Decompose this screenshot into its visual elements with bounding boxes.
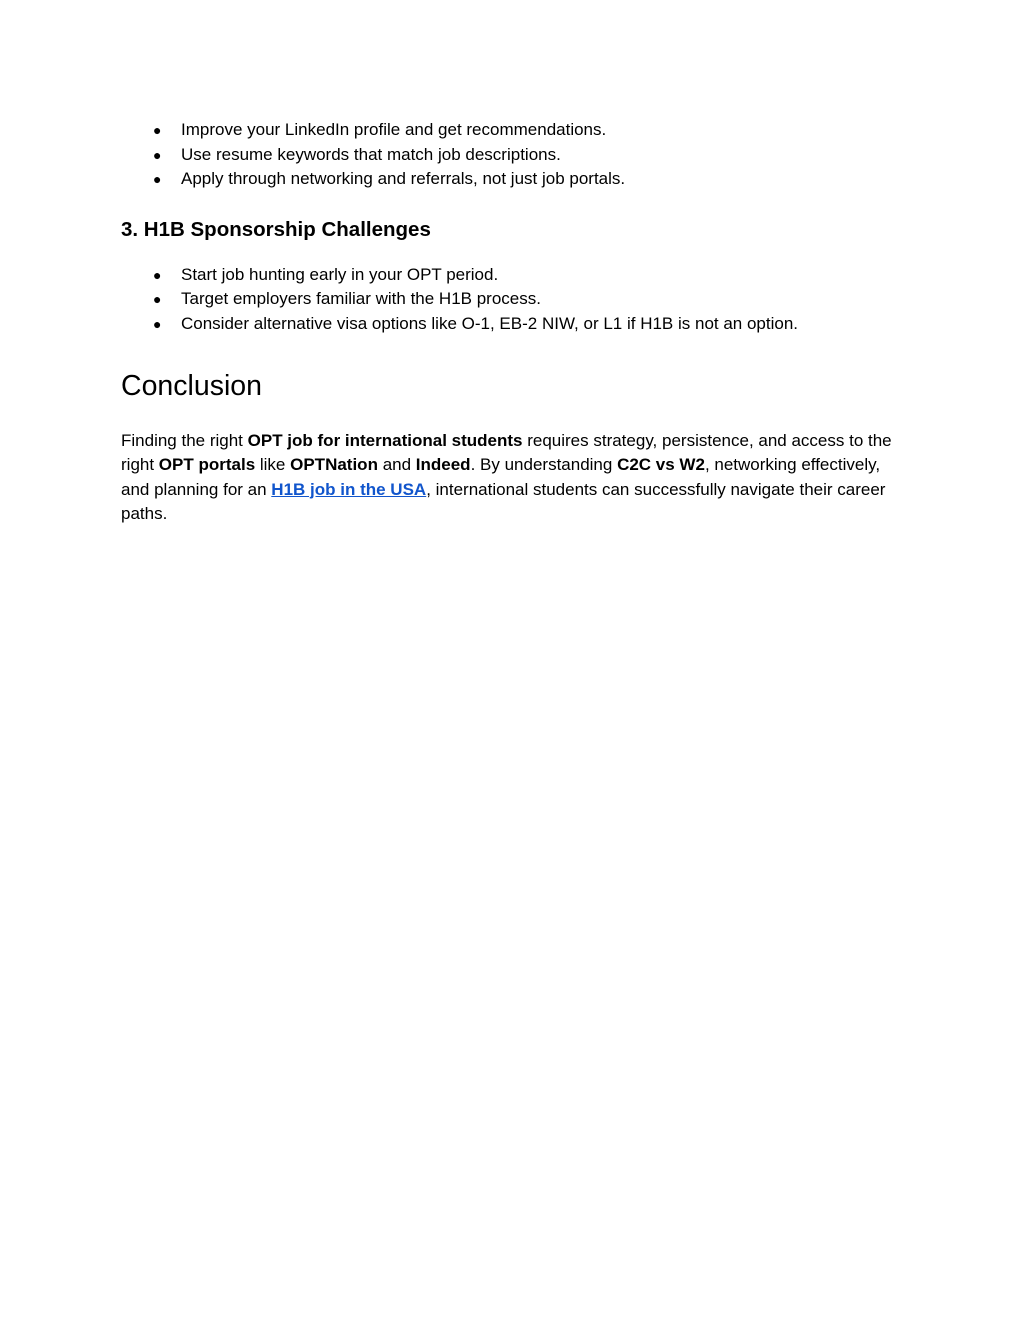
bullet-icon: ● <box>153 315 162 332</box>
list-item-text: Consider alternative visa options like O-1, EB-2 NIW, or L1 if H1B is not an option. <box>181 313 799 333</box>
paragraph-text: and <box>377 455 416 475</box>
list-item-text: Improve your LinkedIn profile and get recommendations. <box>181 120 607 139</box>
bold-text: OPT portals <box>158 455 256 475</box>
list-item <box>121 312 911 337</box>
bullet-icon: ● <box>153 146 162 163</box>
list-item <box>121 118 911 143</box>
list-item-text: Apply through networking and referrals, not just job portals. <box>181 169 626 188</box>
paragraph-text: Finding the right <box>121 431 248 450</box>
list-item <box>121 263 911 288</box>
document-page <box>121 118 911 526</box>
bold-text: OPTNation <box>290 455 378 475</box>
list-item <box>121 287 911 312</box>
list-item-text: Start job hunting early in your OPT period. <box>181 264 499 284</box>
bullet-icon: ● <box>153 266 162 283</box>
bold-text: C2C vs W2 <box>617 455 705 475</box>
bullet-icon: ● <box>153 171 162 187</box>
list-item <box>121 167 911 192</box>
list-item <box>121 143 911 168</box>
list-item-text: Target employers familiar with the H1B process. <box>181 289 541 308</box>
bold-text: OPT job for international students <box>247 431 523 450</box>
bold-text: Indeed <box>415 455 471 475</box>
section-heading: 3. H1B Sponsorship Challenges <box>121 217 431 241</box>
tips-list <box>121 118 911 192</box>
bullet-icon: ● <box>153 122 162 138</box>
paragraph-text: requires strategy, persistence, and access to the right <box>121 431 892 475</box>
paragraph-text: , networking effectively, and planning for an <box>121 455 881 499</box>
paragraph-text: . By understanding <box>470 455 618 475</box>
bullet-icon: ● <box>153 291 162 307</box>
list-item-text: Use resume keywords that match job descriptions. <box>181 144 561 164</box>
h1b-tips-list <box>121 263 911 337</box>
paragraph-text: , international students can successfully navigate their career paths. <box>121 479 886 523</box>
conclusion-heading: Conclusion <box>121 370 262 402</box>
paragraph-text: like <box>255 455 291 475</box>
conclusion-paragraph <box>121 429 911 526</box>
h1b-job-link[interactable]: H1B job in the USA <box>271 479 427 499</box>
